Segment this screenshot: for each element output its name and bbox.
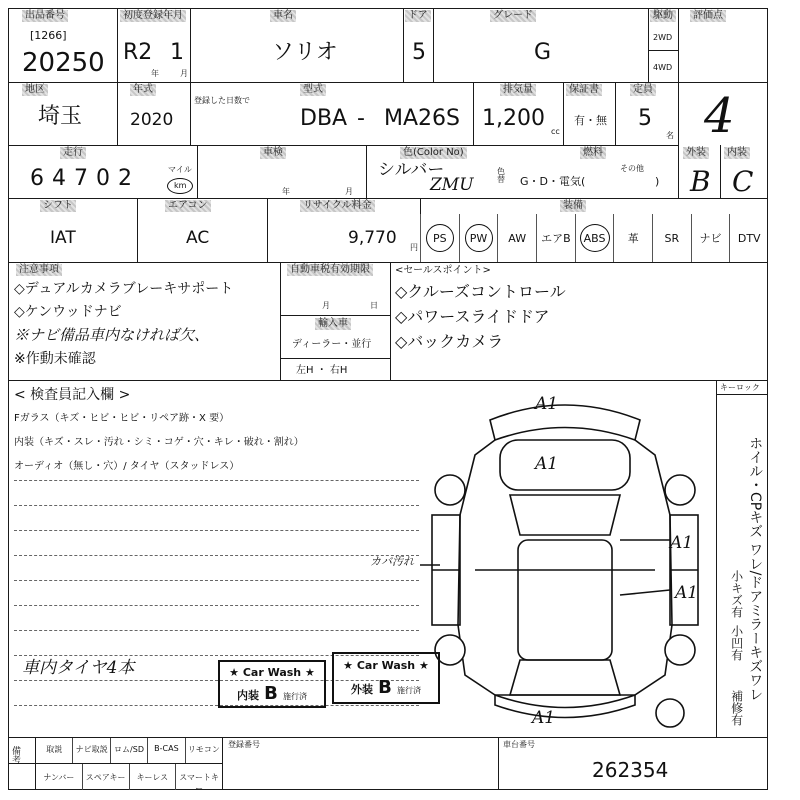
yen-unit: 円	[410, 243, 418, 252]
nen-unit: 年	[151, 69, 159, 78]
cc-unit: cc	[551, 127, 560, 136]
col-divider	[615, 82, 616, 145]
type-label: 型式	[300, 84, 326, 96]
col-divider	[190, 82, 191, 145]
col-divider	[267, 198, 268, 262]
recycle-value: 9,770	[348, 228, 397, 248]
equipment-row	[420, 214, 768, 262]
mark-leader	[620, 590, 670, 595]
drive-label: 駆動	[650, 10, 676, 22]
reg-no-label: 登録番号	[228, 740, 260, 749]
notes-line: ※作動未確認	[14, 351, 96, 367]
damage-mark-a1: A1	[670, 533, 694, 553]
reg-note: 登録した日数で	[194, 96, 250, 105]
check-item: スペアキー	[83, 764, 130, 790]
dotted-line	[14, 530, 419, 531]
shift-label: シフト	[40, 200, 76, 212]
drive-4wd: 4WD	[653, 63, 673, 72]
car-roof	[518, 540, 612, 660]
middle-divider	[280, 358, 390, 359]
inspector-line: Fガラス（キズ・ヒビ・ヒビ・リペア跡・X 要）	[14, 413, 230, 424]
equipment-item-abs: ABS	[575, 214, 614, 262]
check-item: 取説	[36, 738, 73, 763]
due-day: 日	[370, 301, 378, 310]
footer-row-label: 備考	[12, 747, 22, 766]
notes-line: ◇デュアルカメラブレーキサポート	[14, 281, 234, 297]
row-divider	[8, 145, 678, 146]
grade-label: グレード	[490, 10, 536, 22]
spare-wheel	[656, 699, 684, 727]
notes-line: ◇ケンウッドナビ	[14, 304, 122, 320]
footer-checks	[36, 738, 222, 763]
abs-circle	[580, 224, 610, 252]
interior-value: C	[732, 165, 754, 198]
equipment-item-airbag: エアB	[536, 214, 575, 262]
equipment-item-ps: PS	[420, 214, 459, 262]
sales-label: <セールスポイント>	[395, 265, 491, 276]
region-value: 埼玉	[38, 104, 83, 129]
import-label: 輸入車	[315, 318, 351, 330]
handle-value: 左H ・ 右H	[296, 365, 348, 376]
name-label: 車名	[270, 10, 296, 22]
recycle-label: リサイクル料金	[300, 200, 375, 212]
mileage-digit: 4	[52, 166, 66, 191]
displacement-value: 1,200	[482, 106, 545, 131]
mileage-digit: 0	[96, 166, 110, 191]
due-month: 月	[322, 301, 330, 310]
damage-mark-a1: A1	[535, 454, 559, 474]
color-value: シルバー	[378, 160, 445, 180]
notes-line: ※ナビ備品車内なければ欠、	[14, 326, 210, 344]
aircon-label: エアコン	[165, 200, 211, 212]
lot-prefix: [1266]	[30, 29, 67, 42]
equipment-item-sr: SR	[652, 214, 691, 262]
col-divider	[473, 82, 474, 145]
car-hood	[500, 440, 630, 490]
car-rear-window	[510, 660, 620, 695]
displacement-label: 排気量	[500, 84, 536, 96]
col-divider	[716, 380, 717, 737]
dotted-line	[14, 480, 419, 481]
equipment-item-dtv: DTV	[729, 214, 768, 262]
aircon-value: AC	[186, 228, 210, 248]
type-dash: -	[357, 106, 365, 131]
wheel-fl	[435, 475, 465, 505]
right-note-small: 小キズ有	[729, 570, 744, 618]
dotted-line	[14, 580, 419, 581]
lot-number: 20250	[22, 48, 105, 78]
col-divider	[720, 145, 721, 198]
fuel-value: G・D・電気(	[520, 175, 586, 188]
equipment-item-pw: PW	[459, 214, 498, 262]
gatsu-unit: 月	[180, 69, 188, 78]
check-item: スマートキー	[179, 773, 220, 793]
car-wash-stamp-exterior	[332, 652, 440, 704]
fuel-other-label: その他	[620, 164, 644, 173]
grade-value: G	[534, 40, 552, 65]
dotted-line	[14, 555, 419, 556]
type-prefix: DBA	[300, 106, 348, 131]
col-divider	[648, 8, 649, 82]
footer-col	[498, 737, 499, 790]
col-divider	[197, 145, 198, 198]
wheel-rr	[665, 635, 695, 665]
drive-2wd: 2WD	[653, 33, 673, 42]
capacity-unit: 名	[666, 131, 674, 140]
row-divider	[8, 380, 768, 381]
car-body-outline	[458, 440, 672, 695]
handwritten-note: 車内タイヤ4本	[22, 658, 135, 678]
score-value: 4	[704, 88, 735, 144]
due-label: 自動車税有効期限	[287, 264, 373, 276]
mileage-digit: 6	[30, 166, 44, 191]
row-divider	[8, 198, 768, 199]
ps-circle	[426, 224, 454, 252]
sales-line: ◇クルーズコントロール	[395, 282, 566, 301]
col-divider	[117, 82, 118, 145]
reg-month: 1	[170, 40, 184, 65]
color-code: ZMU	[430, 175, 474, 195]
row-divider	[8, 82, 768, 83]
col-divider	[117, 8, 118, 82]
doors-value: 5	[412, 40, 426, 65]
capacity-label: 定員	[630, 84, 656, 96]
car-windshield	[510, 495, 620, 535]
damage-mark-a1: A1	[535, 394, 559, 414]
col-divider	[280, 262, 281, 380]
capacity-value: 5	[638, 106, 652, 131]
equipment-label: 装備	[560, 200, 586, 212]
check-item: ナビ取説	[73, 738, 110, 763]
side-note: カバ汚れ	[370, 555, 414, 568]
col-divider	[433, 8, 434, 82]
stamp-bottom: 外装 B 施行済	[351, 677, 421, 698]
mileage-digit: 2	[118, 166, 132, 191]
stamp-top: ★ Car Wash ★	[343, 659, 429, 672]
check-item: ロム/SD	[111, 738, 148, 763]
col-divider	[137, 198, 138, 262]
dotted-line	[14, 505, 419, 506]
car-rear-bumper	[495, 695, 635, 718]
inspector-line: 内装（キズ・スレ・汚れ・シミ・コゲ・穴・キレ・破れ・割れ）	[14, 437, 304, 448]
fuel-label: 燃料	[580, 147, 606, 159]
damage-mark-a1: A1	[532, 708, 556, 728]
mileage-digit: 7	[74, 166, 88, 191]
inspector-label: < 検査員記入欄 >	[14, 387, 131, 403]
right-vertical-note: ホイル・CPキズ ワレ/ドアミラーキズワレ	[747, 436, 764, 702]
doors-label: ドア	[405, 10, 431, 22]
sales-line: ◇パワースライドドア	[395, 307, 550, 326]
mileage-label: 走行	[60, 147, 86, 159]
era: R2	[123, 40, 153, 65]
interior-label: 内装	[724, 147, 750, 159]
car-wash-stamp-interior	[218, 660, 326, 708]
footer-col	[222, 737, 223, 790]
middle-divider	[280, 315, 390, 316]
equipment-item-aw: AW	[497, 214, 536, 262]
inspection-gatsu: 月	[345, 187, 353, 196]
region-label: 地区	[22, 84, 48, 96]
equipment-item-navi: ナビ	[691, 214, 730, 262]
year-label: 初度登録年月	[120, 10, 186, 22]
chassis-label: 車台番号	[503, 740, 535, 749]
damage-mark-a1: A1	[675, 583, 699, 603]
right-note-small: 補修有	[729, 690, 744, 726]
model-year-value: 2020	[130, 110, 174, 130]
sales-line: ◇バックカメラ	[395, 332, 504, 351]
inspection-nen: 年	[282, 187, 290, 196]
col-divider	[403, 8, 404, 82]
fuel-close: )	[655, 175, 660, 188]
check-item: B-CAS	[148, 738, 185, 763]
warranty-label: 保証書	[566, 84, 602, 96]
shift-value: IAT	[50, 228, 76, 248]
dotted-line	[14, 705, 419, 706]
mile-label: マイル	[168, 165, 192, 174]
check-item: キーレス	[130, 764, 177, 790]
color-change: 色替	[497, 167, 505, 184]
warranty-value: 有・無	[574, 114, 607, 127]
key-divider	[716, 394, 768, 395]
chassis-value: 262354	[592, 758, 669, 782]
col-divider	[366, 145, 367, 198]
car-front-bumper	[490, 405, 640, 440]
notes-label: 注意事項	[16, 264, 62, 276]
wheel-fr	[665, 475, 695, 505]
car-diagram	[420, 395, 710, 740]
stamp-top: ★ Car Wash ★	[229, 666, 315, 679]
venue-no-label: 出品番号	[22, 10, 68, 22]
col-divider	[390, 262, 391, 380]
exterior-value: B	[690, 165, 711, 198]
color-label: 色(Color No)	[400, 147, 467, 159]
km-label: km	[174, 181, 187, 190]
col-divider	[678, 8, 679, 198]
check-item: ナンバー	[36, 764, 83, 790]
dotted-line	[14, 630, 419, 631]
dotted-line	[14, 605, 419, 606]
col-divider	[563, 82, 564, 145]
mileage-digits	[30, 168, 132, 190]
right-note-small: 小凹有	[729, 625, 744, 661]
equipment-item-leather: 革	[613, 214, 652, 262]
score-label: 評価点	[690, 10, 726, 22]
inspector-line: オーディオ（無し・穴）/ タイヤ（スタッドレス）	[14, 461, 240, 472]
exterior-label: 外装	[683, 147, 709, 159]
import-value: ディーラー・並行	[292, 339, 372, 350]
car-name: ソリオ	[272, 40, 338, 65]
stamp-bottom: 内装 B 施行済	[237, 683, 307, 704]
type-value: MA26S	[384, 106, 460, 131]
inspection-label: 車検	[260, 147, 286, 159]
key-label: キーロック	[720, 383, 760, 392]
check-item: リモコン	[187, 745, 220, 754]
row-divider	[8, 262, 768, 263]
model-year-label: 年式	[130, 84, 156, 96]
footer-checks-2	[36, 764, 222, 793]
col-divider	[190, 8, 191, 82]
pw-circle	[465, 224, 493, 252]
drive-divider	[648, 50, 678, 51]
